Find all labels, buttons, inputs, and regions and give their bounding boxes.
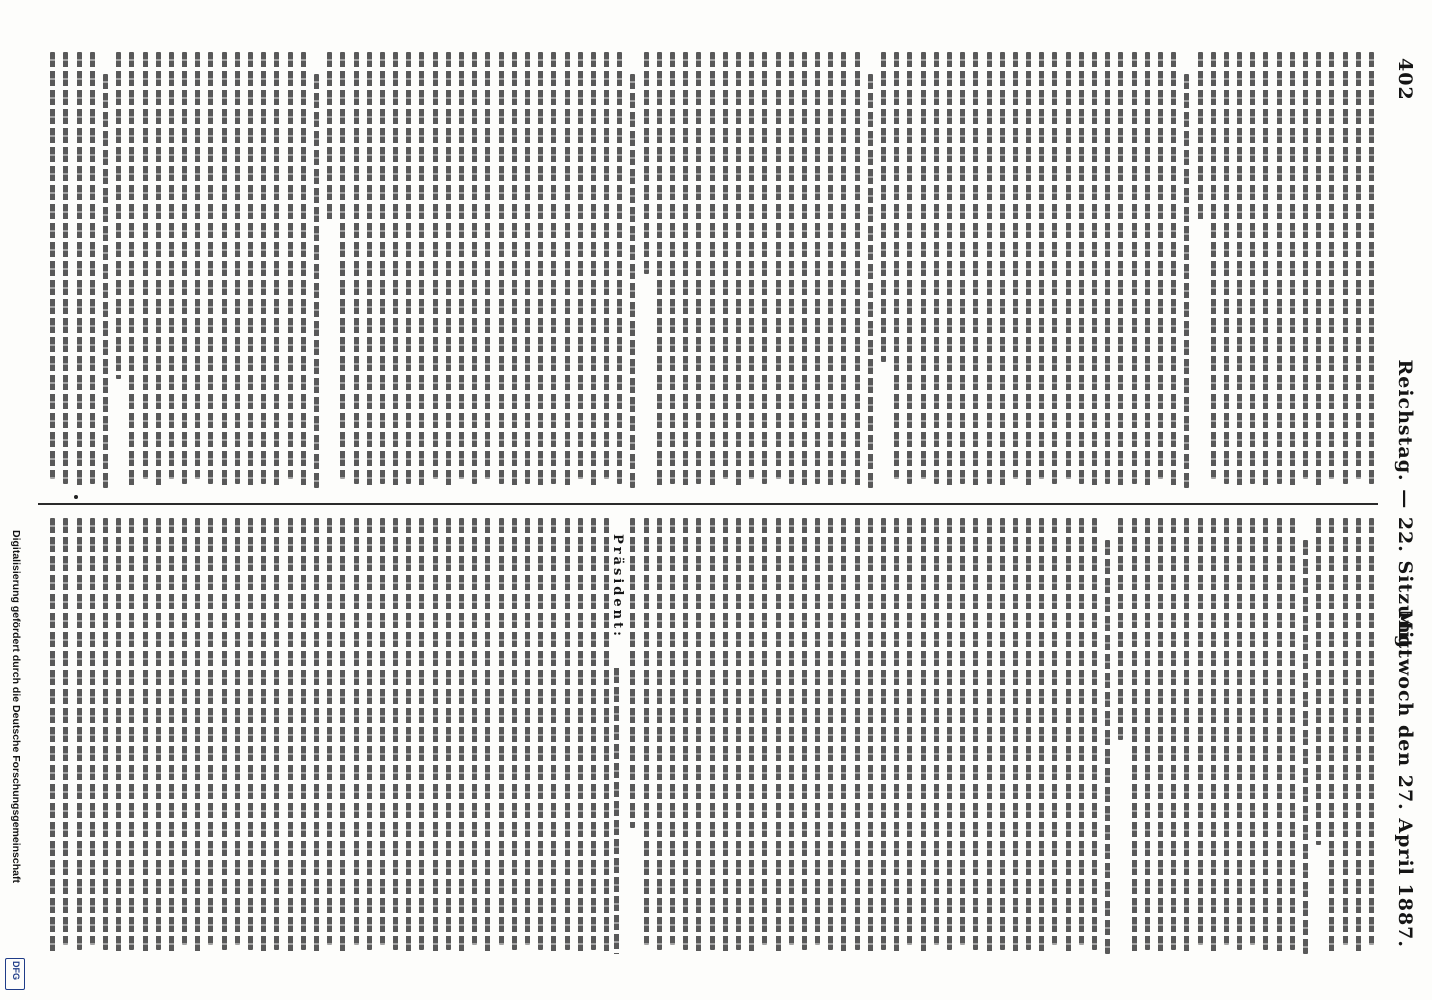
text-line [881, 52, 886, 362]
text-line [1132, 52, 1137, 484]
text-line [1013, 52, 1018, 479]
text-line [1329, 518, 1334, 954]
text-line [538, 518, 543, 950]
text-line [1184, 74, 1189, 488]
text-line [1198, 52, 1203, 222]
text-line [538, 52, 543, 488]
text-line [195, 518, 200, 954]
text-line [314, 74, 319, 488]
text-line [1013, 518, 1018, 954]
text-line [1211, 518, 1216, 954]
text-line [1198, 518, 1203, 945]
text-line [248, 52, 253, 488]
text-line [367, 52, 372, 488]
digitization-credit [8, 530, 24, 990]
text-line [987, 518, 992, 954]
text-line [499, 518, 504, 945]
text-line [182, 518, 187, 945]
text-line [525, 52, 530, 484]
text-line [1264, 52, 1269, 488]
text-line [894, 52, 899, 479]
text-line [393, 52, 398, 488]
text-line [420, 518, 425, 950]
text-line [789, 52, 794, 484]
text-line [1329, 52, 1334, 479]
text-line [710, 52, 715, 488]
text-line [433, 52, 438, 479]
text-line [1356, 518, 1361, 954]
text-line [1066, 518, 1071, 954]
text-line [1053, 52, 1058, 484]
text-line [644, 52, 649, 274]
text-line [578, 52, 583, 479]
text-line [614, 668, 619, 954]
text-line [472, 518, 477, 945]
text-line [327, 518, 332, 945]
text-line [274, 518, 279, 950]
text-line [749, 52, 754, 479]
text-line [90, 52, 95, 484]
text-line [182, 52, 187, 484]
text-line [143, 518, 148, 954]
text-line [327, 52, 332, 222]
text-line [129, 52, 134, 488]
text-line [723, 518, 728, 954]
text-line [1171, 52, 1176, 488]
text-line [551, 52, 556, 484]
text-column-right [44, 518, 1374, 954]
text-line [1264, 518, 1269, 950]
column-divider [38, 503, 1378, 505]
text-line [103, 518, 108, 950]
text-column-left [44, 52, 1374, 488]
text-line [1343, 518, 1348, 945]
text-line [209, 518, 214, 945]
text-line [1237, 52, 1242, 488]
text-line [406, 518, 411, 954]
text-line [288, 52, 293, 479]
text-line [802, 518, 807, 950]
text-line [169, 518, 174, 954]
text-line [116, 52, 121, 379]
text-line [393, 518, 398, 950]
speaker-label: Präsident: [610, 534, 625, 645]
text-line [354, 518, 359, 945]
text-line [63, 52, 68, 484]
text-line [657, 52, 662, 488]
text-line [1092, 52, 1097, 488]
text-line [77, 518, 82, 950]
text-line [1303, 540, 1308, 954]
text-line [340, 52, 345, 479]
text-line [485, 52, 490, 479]
text-line [1079, 518, 1084, 945]
page-number: 402 [1394, 58, 1416, 101]
text-line [776, 518, 781, 954]
text-line [1105, 52, 1110, 484]
dfg-logo [5, 958, 25, 990]
text-line [354, 52, 359, 484]
text-line [235, 518, 240, 945]
text-line [670, 52, 675, 484]
text-line [644, 518, 649, 945]
text-line [828, 52, 833, 488]
text-line [274, 52, 279, 488]
text-line [973, 52, 978, 488]
text-line [1211, 52, 1216, 479]
text-line [472, 52, 477, 484]
text-line [604, 518, 609, 954]
text-line [1118, 52, 1123, 488]
text-line [551, 518, 556, 954]
text-line [973, 518, 978, 950]
session-title: Reichstag. — 22. Sitzung. [1394, 359, 1416, 657]
text-line [235, 52, 240, 484]
text-line [604, 52, 609, 479]
text-line [934, 518, 939, 945]
text-line [156, 518, 161, 950]
text-line [1145, 518, 1150, 950]
text-line [1277, 52, 1282, 484]
text-line [156, 52, 161, 488]
text-line [1105, 540, 1110, 954]
page-mark [74, 495, 78, 499]
text-line [512, 518, 517, 950]
text-line [1184, 518, 1189, 954]
text-line [1066, 52, 1071, 479]
text-line [1250, 52, 1255, 484]
text-line [301, 518, 306, 950]
text-line [50, 518, 55, 954]
text-line [63, 518, 68, 945]
text-line [828, 518, 833, 950]
text-line [1316, 518, 1321, 845]
text-line [1000, 518, 1005, 950]
text-line [578, 518, 583, 954]
text-line [815, 52, 820, 484]
text-line [696, 52, 701, 484]
text-line [129, 518, 134, 950]
text-line [683, 518, 688, 950]
text-line [1290, 52, 1295, 488]
text-line [446, 52, 451, 488]
text-line [1039, 52, 1044, 479]
text-line [657, 518, 662, 950]
text-line [1316, 52, 1321, 488]
text-line [960, 518, 965, 945]
text-line [380, 518, 385, 945]
text-line [314, 518, 319, 954]
text-line [288, 518, 293, 954]
text-line [565, 518, 570, 950]
text-line [222, 518, 227, 950]
text-line [50, 52, 55, 479]
text-line [1224, 518, 1229, 945]
text-line [894, 518, 899, 954]
text-line [881, 518, 886, 950]
text-line [499, 52, 504, 484]
text-line [710, 518, 715, 950]
text-line [406, 52, 411, 484]
dfg-logo-text: DFG [11, 961, 21, 980]
text-line [143, 52, 148, 479]
text-line [340, 518, 345, 954]
text-line [90, 518, 95, 945]
text-line [789, 518, 794, 945]
text-line [1158, 52, 1163, 479]
text-line [248, 518, 253, 950]
text-line [459, 52, 464, 479]
text-line [195, 52, 200, 479]
text-line [1026, 52, 1031, 488]
text-line [736, 52, 741, 488]
text-line [1343, 52, 1348, 484]
text-line [1369, 518, 1374, 945]
text-line [868, 74, 873, 488]
text-line [842, 518, 847, 954]
text-line [77, 52, 82, 488]
text-line [1224, 52, 1229, 484]
text-line [907, 518, 912, 945]
text-line [301, 52, 306, 488]
text-line [749, 518, 754, 954]
text-line [1237, 518, 1242, 950]
text-line [1356, 52, 1361, 479]
text-line [631, 74, 636, 488]
text-line [261, 52, 266, 484]
text-line [261, 518, 266, 954]
text-line [842, 52, 847, 484]
text-line [1277, 518, 1282, 954]
text-line [1250, 518, 1255, 945]
text-line [683, 52, 688, 488]
text-line [420, 52, 425, 488]
text-line [512, 52, 517, 488]
text-line [921, 52, 926, 479]
text-line [433, 518, 438, 954]
text-line [723, 52, 728, 479]
text-line [987, 52, 992, 484]
text-line [1118, 518, 1123, 740]
text-line [1171, 518, 1176, 950]
text-line [1039, 518, 1044, 954]
credit-text: Digitalisierung gefördert durch die Deutsche Forschungsgemeinschaft [10, 530, 22, 883]
text-line [525, 518, 530, 945]
session-date: Mittwoch den 27. April 1887. [1394, 609, 1416, 948]
text-line [116, 518, 121, 954]
text-line [868, 518, 873, 954]
text-line [934, 52, 939, 484]
text-line [1053, 518, 1058, 945]
text-line [446, 518, 451, 950]
text-line [1092, 518, 1097, 950]
text-line [1158, 518, 1163, 954]
text-line [1132, 518, 1137, 954]
text-line [855, 52, 860, 488]
text-line [380, 52, 385, 484]
text-line [1000, 52, 1005, 488]
text-line [947, 518, 952, 950]
text-line [367, 518, 372, 950]
text-line [670, 518, 675, 945]
text-line [802, 52, 807, 488]
page-content-rotated [32, 48, 1422, 958]
running-head [1384, 48, 1422, 958]
text-line [1145, 52, 1150, 488]
text-line [815, 518, 820, 945]
text-line [103, 74, 108, 488]
text-line [169, 52, 174, 479]
text-line [907, 52, 912, 484]
text-line [1026, 518, 1031, 950]
text-line [1079, 52, 1084, 484]
text-line [736, 518, 741, 950]
text-line [565, 52, 570, 488]
text-line [485, 518, 490, 954]
text-line [1303, 52, 1308, 479]
text-line [762, 518, 767, 945]
text-line [617, 52, 622, 484]
text-line [591, 518, 596, 950]
text-line [921, 518, 926, 954]
text-line [960, 52, 965, 484]
text-line [631, 518, 636, 828]
text-line [696, 518, 701, 954]
text-line [947, 52, 952, 488]
text-line [459, 518, 464, 954]
text-line [762, 52, 767, 484]
text-line [1369, 52, 1374, 484]
text-line [855, 518, 860, 950]
text-line [591, 52, 596, 488]
text-line [209, 52, 214, 484]
text-line [222, 52, 227, 488]
speaker-line [609, 518, 626, 954]
text-line [776, 52, 781, 479]
text-line [1290, 518, 1295, 950]
